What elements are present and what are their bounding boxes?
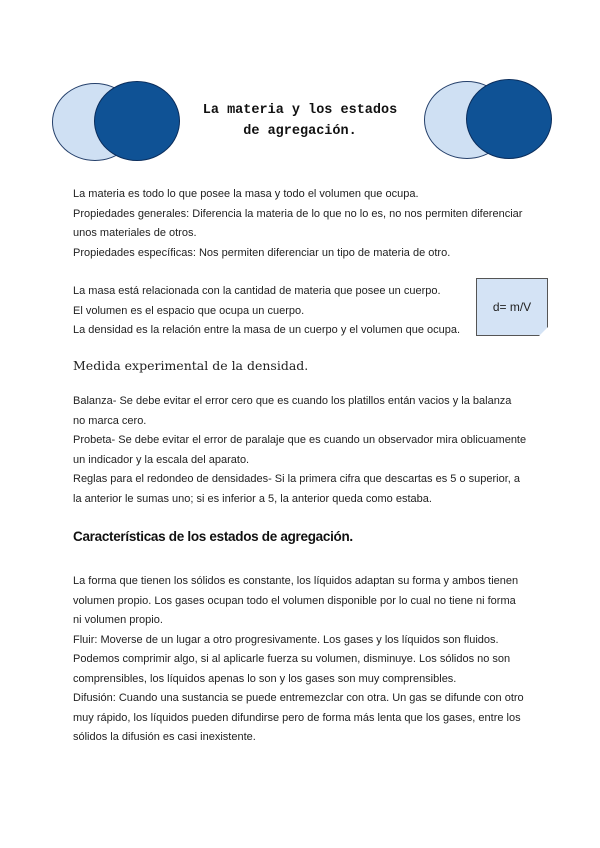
text-line: Propiedades generales: Diferencia la materia de lo que no lo es, no nos permiten diferenciar	[73, 207, 523, 220]
text-line: Fluir: Moverse de un lugar a otro progresivamente. Los gases y los líquidos son fluidos.	[73, 633, 499, 646]
right-dark-circle	[466, 79, 552, 159]
text-line: La masa está relacionada con la cantidad de materia que posee un cuerpo.	[73, 285, 441, 297]
page-title	[160, 100, 440, 142]
text-line: muy rápido, los líquidos pueden difundirse pero de forma más lenta que los gases, entre los	[73, 711, 521, 724]
states-paragraph	[73, 572, 533, 748]
text-line: Balanza- Se debe evitar el error cero que es cuando los platillos entán vacios y la balanza	[73, 395, 512, 407]
text-line: El volumen es el espacio que ocupa un cuerpo.	[73, 304, 305, 317]
text-line: no marca cero.	[73, 414, 147, 427]
text-line: Podemos comprimir algo, si al aplicarle fuerza su volumen, disminuye. Los sólidos no son	[73, 653, 511, 665]
text-line: la anterior le sumas uno; si es inferior a 5, la anterior queda como estaba.	[73, 492, 432, 505]
mass-paragraph	[73, 282, 533, 341]
text-line: La materia es todo lo que posee la masa y todo el volumen que ocupa.	[73, 188, 419, 200]
section-heading-density: Medida experimental de la densidad.	[73, 358, 309, 373]
text-line: volumen propio. Los gases ocupan todo el volumen disponible por lo cual no tiene ni forma	[73, 594, 516, 607]
text-line: un indicador y la escala del aparato.	[73, 453, 250, 466]
text-line: sólidos la difusión es casi inexistente.	[73, 731, 256, 743]
formula-text: d= m/V	[492, 300, 532, 314]
density-paragraph	[73, 392, 533, 509]
text-line: Reglas para el redondeo de densidades- Si la primera cifra que descartas es 5 o superior, a	[73, 473, 520, 485]
text-line: La forma que tienen los sólidos es constante, los líquidos adaptan su forma y ambos tienen	[73, 575, 519, 587]
text-line: La densidad es la relación entre la masa de un cuerpo y el volumen que ocupa.	[73, 324, 461, 336]
formula-note	[476, 278, 548, 336]
title-line-2: de agregación.	[243, 124, 357, 139]
text-line: Difusión: Cuando una sustancia se puede entremezclar con otra. Un gas se difunde con otro	[73, 692, 524, 704]
section-heading-states: Características de los estados de agregación.	[73, 529, 353, 544]
text-line: unos materiales de otros.	[73, 227, 197, 239]
intro-paragraph	[73, 185, 533, 263]
text-line: Propiedades específicas: Nos permiten diferenciar un tipo de materia de otro.	[73, 246, 451, 259]
text-line: ni volumen propio.	[73, 614, 163, 626]
text-line: Probeta- Se debe evitar el error de paralaje que es cuando un observador mira oblicuamente	[73, 434, 527, 446]
title-line-1: La materia y los estados	[202, 103, 398, 118]
note-fold	[539, 327, 548, 336]
text-line: comprensibles, los líquidos apenas lo son y los gases son muy comprensibles.	[73, 672, 457, 685]
